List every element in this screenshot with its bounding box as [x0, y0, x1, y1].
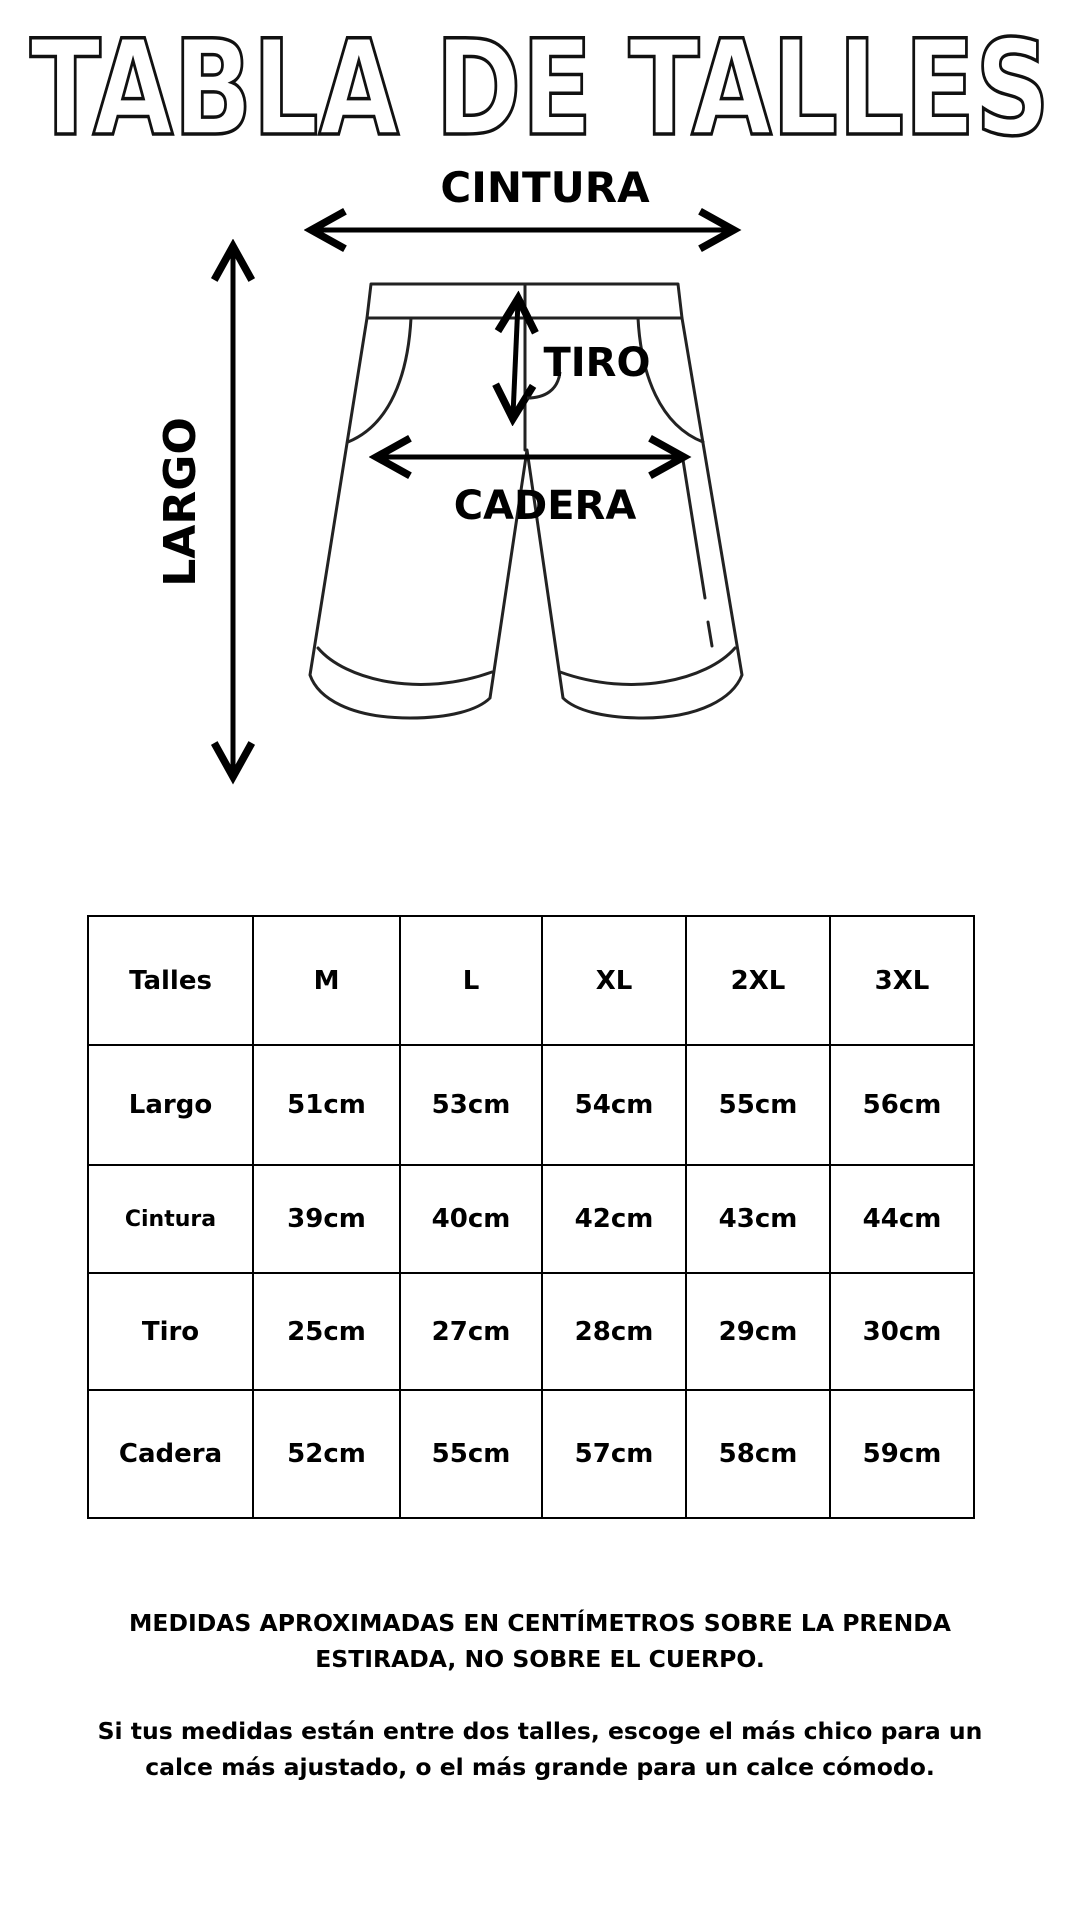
header-cell: Talles	[88, 916, 253, 1045]
row-label: Cadera	[88, 1390, 253, 1518]
header-cell: 2XL	[686, 916, 830, 1045]
table-cell: 52cm	[253, 1390, 400, 1518]
size-chart-table	[87, 915, 975, 1519]
table-cell: 57cm	[542, 1390, 686, 1518]
row-label: Cintura	[88, 1165, 253, 1273]
notes-disclaimer: MEDIDAS APROXIMADAS EN CENTÍMETROS SOBRE LA PRENDA ESTIRADA, NO SOBRE EL CUERPO.	[129, 1609, 951, 1673]
table-cell: 58cm	[686, 1390, 830, 1518]
table-header-row	[88, 916, 974, 1045]
largo-label: LARGO	[155, 417, 206, 587]
table-cell: 55cm	[400, 1390, 542, 1518]
table-cell: 56cm	[830, 1045, 974, 1165]
table-row	[88, 1045, 974, 1165]
table-cell: 53cm	[400, 1045, 542, 1165]
header-cell: 3XL	[830, 916, 974, 1045]
table-row	[88, 1390, 974, 1518]
table-cell: 44cm	[830, 1165, 974, 1273]
table-cell: 55cm	[686, 1045, 830, 1165]
table-cell: 59cm	[830, 1390, 974, 1518]
row-label: Largo	[88, 1045, 253, 1165]
table-cell: 54cm	[542, 1045, 686, 1165]
row-label: Tiro	[88, 1273, 253, 1390]
cadera-label: CADERA	[453, 483, 637, 529]
table-cell: 25cm	[253, 1273, 400, 1390]
table-cell: 30cm	[830, 1273, 974, 1390]
notes-fit-advice: Si tus medidas están entre dos talles, escoge el más chico para un calce más ajustado, o el más grande para un calce cómodo.	[97, 1717, 983, 1781]
table-cell: 29cm	[686, 1273, 830, 1390]
table-cell: 28cm	[542, 1273, 686, 1390]
table-cell: 51cm	[253, 1045, 400, 1165]
table-cell: 42cm	[542, 1165, 686, 1273]
page-title	[0, 22, 1080, 152]
page-title-text: TABLA DE TALLES	[30, 22, 1050, 152]
measurement-notes	[80, 1605, 1000, 1785]
table-cell: 39cm	[253, 1165, 400, 1273]
header-cell: M	[253, 916, 400, 1045]
table-row	[88, 1273, 974, 1390]
header-cell: L	[400, 916, 542, 1045]
cintura-label: CINTURA	[440, 163, 650, 212]
table-row	[88, 1165, 974, 1273]
tiro-label: TIRO	[543, 340, 651, 386]
shorts-measurement-diagram	[0, 150, 1080, 790]
table-cell: 40cm	[400, 1165, 542, 1273]
table-cell: 27cm	[400, 1273, 542, 1390]
header-cell: XL	[542, 916, 686, 1045]
table-cell: 43cm	[686, 1165, 830, 1273]
